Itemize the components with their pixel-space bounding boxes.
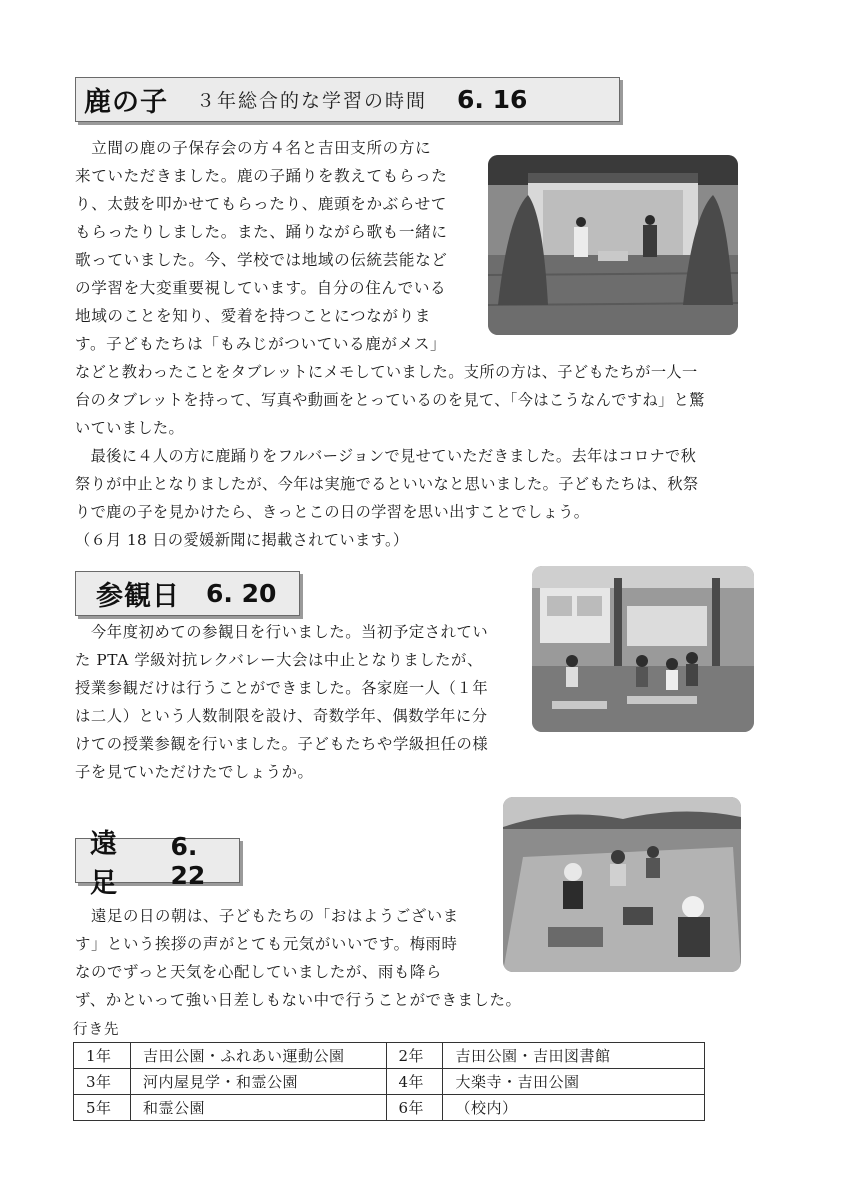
- destination-cell: 大楽寺・吉田公園: [443, 1069, 705, 1095]
- text-line: などと教わったことをタブレットにメモしていました。支所の方は、子どもたちが一人一: [75, 363, 698, 381]
- text-line: もらったりしました。また、踊りながら歌も一緒に: [75, 223, 448, 241]
- section1-header: [75, 77, 620, 122]
- section1-date: 6. 16: [457, 85, 528, 114]
- text-line: た PTA 学級対抗レクバレー大会は中止となりましたが、: [75, 651, 483, 669]
- destinations-label: 行き先: [73, 1022, 120, 1038]
- grade-cell: 1年: [74, 1043, 131, 1069]
- destinations-table: [73, 1042, 705, 1121]
- destination-cell: 河内屋見学・和霊公園: [130, 1069, 386, 1095]
- section3-title: 遠足: [90, 828, 118, 899]
- text-line: す」という挨拶の声がとても元気がいいです。梅雨時: [75, 935, 458, 953]
- text-line: 祭りが中止となりましたが、今年は実施でるといいなと思いました。子どもたちは、秋祭: [75, 475, 699, 493]
- grade-cell: 4年: [386, 1069, 443, 1095]
- text-line: （６月 18 日の愛媛新聞に掲載されています。）: [75, 531, 409, 549]
- table-row: [74, 1069, 705, 1095]
- grade-cell: 6年: [386, 1095, 443, 1121]
- photo-deer-dance: [488, 155, 738, 335]
- table-row: [74, 1095, 705, 1121]
- text-line: 歌っていました。今、学校では地域の伝統芸能など: [75, 251, 448, 269]
- text-line: の学習を大変重要視しています。自分の住んでいる: [75, 279, 447, 297]
- text-line: 来ていただきました。鹿の子踊りを教えてもらった: [75, 167, 448, 185]
- section2-header: [75, 571, 300, 616]
- text-line: りで鹿の子を見かけたら、きっとこの日の学習を思い出すことでしょう。: [75, 503, 590, 521]
- destination-cell: 和霊公園: [130, 1095, 386, 1121]
- table-row: [74, 1043, 705, 1069]
- text-line: けての授業参観を行いました。子どもたちや学級担任の様: [75, 735, 489, 753]
- text-line: 遠足の日の朝は、子どもたちの「おはようございま: [75, 907, 459, 925]
- section1-text-narrow: [75, 134, 495, 358]
- grade-cell: 3年: [74, 1069, 131, 1095]
- section1-text-wide: [75, 358, 775, 554]
- text-line: り、太鼓を叩かせてもらったり、鹿頭をかぶらせて: [75, 195, 447, 213]
- text-line: は二人）という人数制限を設け、奇数学年、偶数学年に分: [75, 707, 488, 725]
- destination-cell: 吉田公園・吉田図書館: [443, 1043, 705, 1069]
- section1-subtitle: ３年総合的な学習の時間: [196, 90, 428, 112]
- text-line: 授業参観だけは行うことができました。各家庭一人（１年: [75, 679, 489, 697]
- destination-cell: （校内）: [443, 1095, 705, 1121]
- text-line: 子を見ていただけたでしょうか。: [75, 763, 314, 781]
- text-line: いていました。: [75, 419, 185, 437]
- text-line: す。子どもたちは「もみじがついている鹿がメス」: [75, 335, 447, 353]
- text-line: なのでずっと天気を心配していましたが、雨も降ら: [75, 963, 442, 981]
- section1-title: 鹿の子: [84, 87, 168, 118]
- section2-title: 参観日: [96, 581, 180, 612]
- section2-date: 6. 20: [206, 579, 277, 608]
- section3-header: [75, 828, 240, 899]
- text-line: 地域のことを知り、愛着を持つことにつながりま: [75, 307, 431, 325]
- text-line: 立間の鹿の子保存会の方４名と吉田支所の方に: [75, 139, 432, 157]
- text-line: 最後に４人の方に鹿踊りをフルバージョンで見せていただきました。去年はコロナで秋: [75, 447, 697, 465]
- photo-classroom: [532, 566, 754, 732]
- grade-cell: 2年: [386, 1043, 443, 1069]
- text-line: 今年度初めての参観日を行いました。当初予定されてい: [75, 623, 489, 641]
- destination-cell: 吉田公園・ふれあい運動公園: [130, 1043, 386, 1069]
- section2-text: [75, 618, 525, 786]
- grade-cell: 5年: [74, 1095, 131, 1121]
- section3-text: [75, 902, 545, 1014]
- text-line: ず、かといって強い日差しもない中で行うことができました。: [75, 991, 522, 1009]
- section3-date: 6. 22: [170, 831, 206, 890]
- text-line: 台のタブレットを持って、写真や動画をとっているのを見て、「今はこうなんですね」と驚: [75, 391, 705, 409]
